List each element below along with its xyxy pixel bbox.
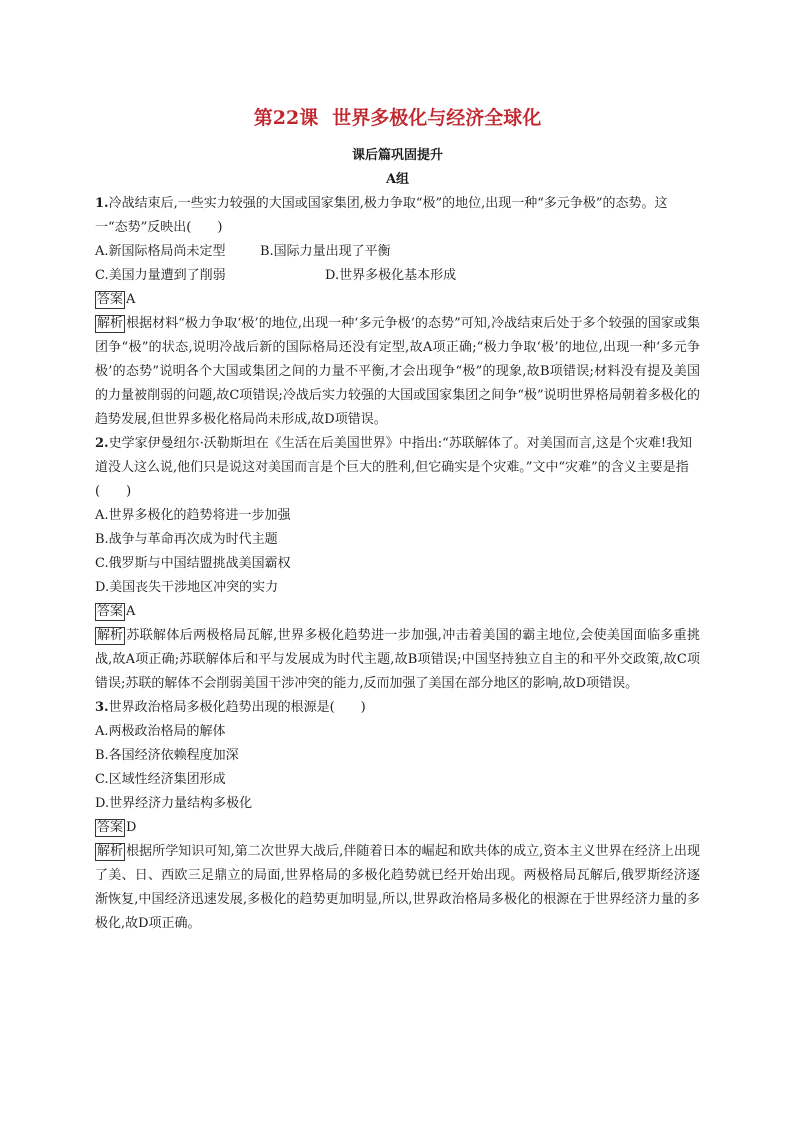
- question-text: 冷战结束后,一些实力较强的大国或国家集团,极力争取“极”的地位,出现一种“多元争极”的态势。这一“态势”反映出( ): [95, 196, 668, 235]
- option-c: C.美国力量遭到了削弱: [95, 268, 226, 283]
- option-b: B.各国经济依赖程度加深: [95, 748, 239, 763]
- question-number: 1.: [95, 196, 109, 211]
- question-3: [95, 696, 700, 936]
- section-title: 课后篇巩固提升: [351, 148, 443, 163]
- question-text: 世界政治格局多极化趋势出现的根源是( ): [108, 700, 366, 715]
- analysis-line: [95, 312, 700, 432]
- option-a: A.新国际格局尚未定型: [95, 244, 226, 259]
- group-title: A组: [385, 172, 410, 187]
- answer-tag: 答案: [97, 820, 124, 835]
- analysis-text: 根据所学知识可知,第二次世界大战后,伴随着日本的崛起和欧共体的成立,资本主义世界在经济上出现了美、日、西欧三足鼎立的局面,世界格局的多极化趋势就已经开始出现。两极格局瓦解后,俄罗斯经济逐渐恢复,中国经济迅速发展,多极化的趋势更加明显,所以,世界政治格局多极化的根源在于世界经济力量的多极化,故D项正确。: [95, 844, 700, 931]
- option-b: B.国际力量出现了平衡: [260, 244, 391, 259]
- answer-line: [95, 816, 700, 840]
- answer-tag: 答案: [97, 604, 124, 619]
- option-row: [95, 264, 700, 288]
- option-d: D.美国丧失干涉地区冲突的实力: [95, 580, 279, 595]
- analysis-tag: 解析: [97, 316, 124, 331]
- question-2: [95, 432, 741, 696]
- answer-value: A: [126, 604, 136, 619]
- answer-value: A: [126, 292, 136, 307]
- option-c: C.俄罗斯与中国结盟挑战美国霸权: [95, 556, 291, 571]
- question-text: 史学家伊曼纽尔·沃勒斯坦在《生活在后美国世界》中指出:“苏联解体了。对美国而言,这是个灾难!我知道没人这么说,他们只是说这对美国而言是个巨大的胜利,但它确实是个灾难。”文中“灾难”的含义主要是指 ( ): [95, 436, 741, 499]
- answer-value: D: [126, 820, 137, 835]
- analysis-text: 根据材料“极力争取‘极’的地位,出现一种‘多元争极’的态势”可知,冷战结束后处于多个较强的国家或集团争“极”的状态,说明冷战后新的国际格局还没有定型,故A项正确;“极力争取‘极’的地位,出现一种‘多元争极’的态势”说明各个大国或集团之间的力量不平衡,才会出现争“极”的现象,故B项错误;材料没有提及美国的力量被削弱的问题,故C项错误;冷战后实力较强的大国或国家集团之间争“极”说明世界格局朝着多极化的趋势发展,但世界多极化格局尚未形成,故D项错误。: [95, 316, 700, 427]
- lesson-number: 第22课: [253, 107, 319, 129]
- option-b: B.战争与革命再次成为时代主题: [95, 532, 278, 547]
- question-number: 3.: [95, 700, 109, 715]
- option-d: D.世界经济力量结构多极化: [95, 796, 253, 811]
- question-number: 2.: [95, 436, 109, 451]
- question-stem: [95, 696, 700, 720]
- option-c: C.区域性经济集团形成: [95, 772, 226, 787]
- analysis-text: 苏联解体后两极格局瓦解,世界多极化趋势进一步加强,冲击着美国的霸主地位,会使美国面临多重挑战,故A项正确;苏联解体后和平与发展成为时代主题,故B项错误;中国坚持独立自主的和平外交政策,故C项错误;苏联的解体不会削弱美国干涉冲突的能力,反而加强了美国在部分地区的影响,故D项错误。: [95, 628, 700, 691]
- document-page: [95, 104, 741, 936]
- answer-line: [95, 288, 700, 312]
- option-row: [95, 240, 700, 264]
- option-a: A.世界多极化的趋势将进一步加强: [95, 508, 291, 523]
- question-stem: [95, 432, 741, 504]
- question-stem: [95, 192, 700, 240]
- answer-tag: 答案: [97, 292, 124, 307]
- analysis-line: [95, 840, 700, 936]
- question-1: [95, 192, 700, 432]
- page-title: [95, 104, 700, 132]
- lesson-topic: 世界多极化与经济全球化: [332, 107, 542, 129]
- analysis-tag: 解析: [97, 628, 124, 643]
- option-a: A.两极政治格局的解体: [95, 724, 226, 739]
- option-d: D.世界多极化基本形成: [325, 268, 457, 283]
- answer-line: [95, 600, 700, 624]
- analysis-line: [95, 624, 700, 696]
- analysis-tag: 解析: [97, 844, 124, 859]
